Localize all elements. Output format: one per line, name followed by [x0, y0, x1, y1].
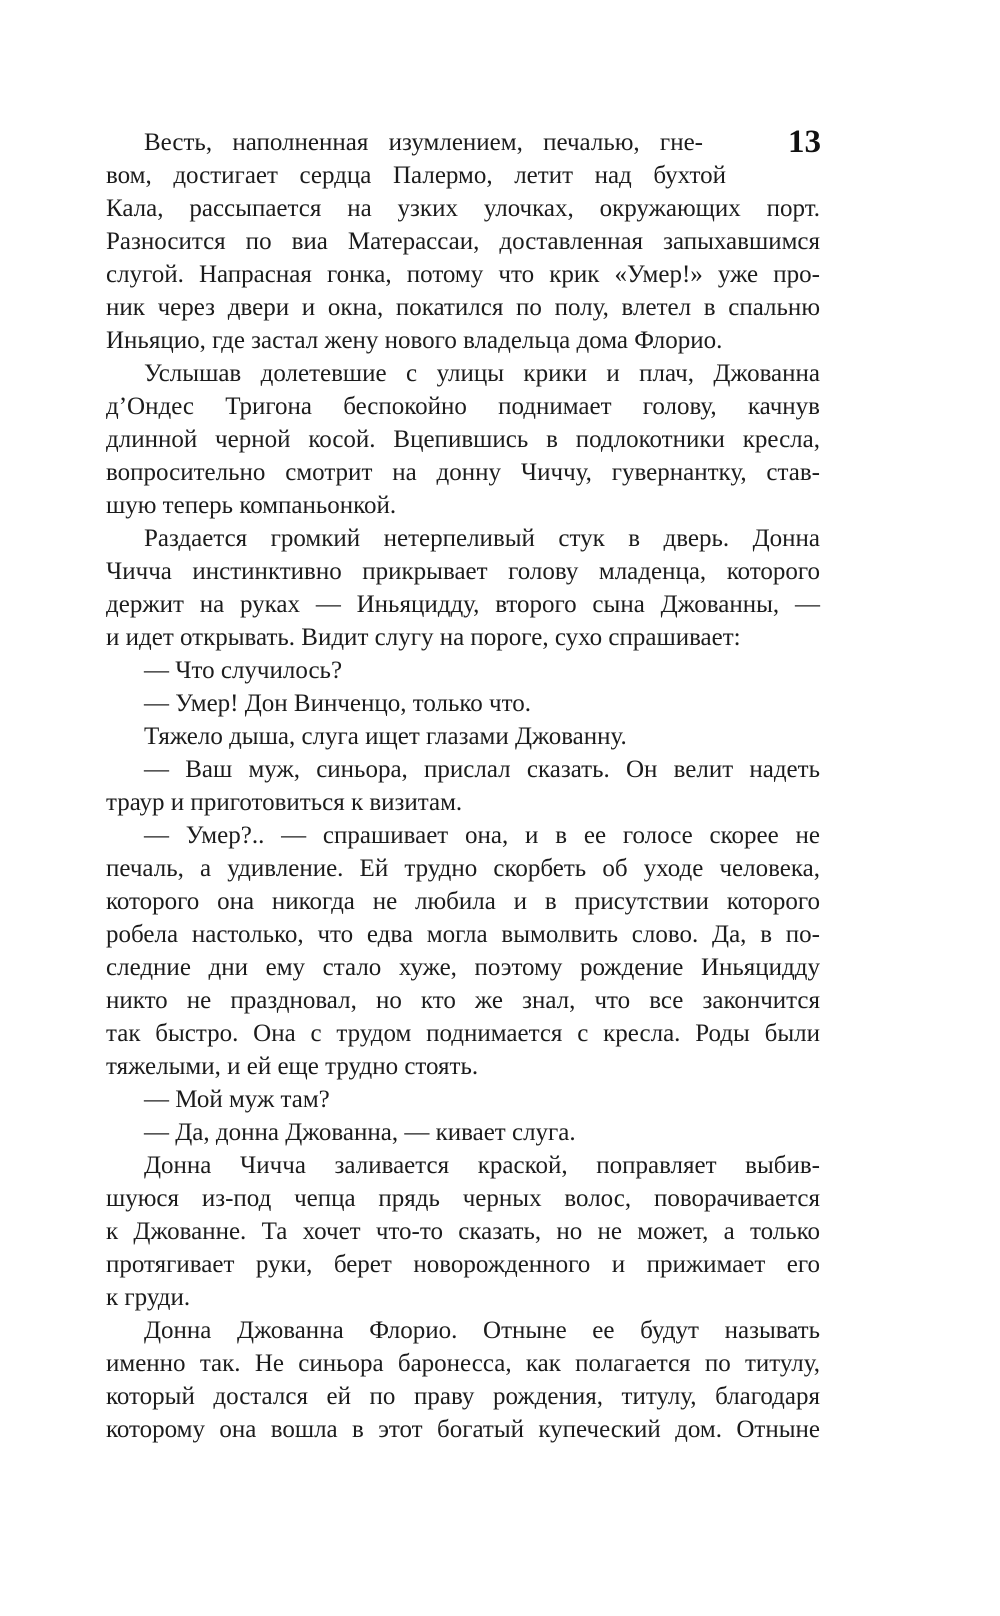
text-line: тяжелыми, и ей еще трудно стоять.	[106, 1053, 479, 1080]
text-line: — Ваш муж, синьора, прислал сказать. Он велит надеть	[144, 756, 820, 783]
text-line: Иньяцио, где застал жену нового владельца дома Флорио.	[106, 327, 723, 354]
text-line: — Мой муж там?	[144, 1086, 330, 1113]
text-line: Раздается громкий нетерпеливый стук в дверь. Донна	[144, 525, 820, 552]
text-line: д’Ондес Тригона беспокойно поднимает голову, качнув	[106, 393, 820, 420]
text-line: — Умер?.. — спрашивает она, и в ее голосе скорее не	[144, 822, 820, 849]
text-line: вом, достигает сердца Палермо, летит над бухтой	[106, 162, 726, 189]
text-line: — Умер! Дон Винченцо, только что.	[144, 690, 531, 717]
text-line: шуюся из-под чепца прядь черных волос, поворачивается	[106, 1185, 820, 1212]
text-line: которого она никогда не любила и в присутствии которого	[106, 888, 820, 915]
text-line: ник через двери и окна, покатился по полу, влетел в спальню	[106, 294, 820, 321]
text-line: Тяжело дыша, слуга ищет глазами Джованну.	[144, 723, 627, 750]
text-line: который достался ей по праву рождения, титулу, благодаря	[106, 1383, 820, 1410]
text-line: — Что случилось?	[144, 657, 343, 684]
text-line: вопросительно смотрит на донну Чиччу, гувернантку, став-	[106, 459, 820, 486]
text-line: печаль, а удивление. Ей трудно скорбеть об уходе человека,	[106, 855, 820, 882]
text-line: протягивает руки, берет новорожденного и прижимает его	[106, 1251, 820, 1278]
body-text	[106, 126, 820, 1446]
page-number: 13	[788, 124, 821, 160]
text-line: робела настолько, что едва могла вымолвить слово. Да, в по-	[106, 921, 820, 948]
text-line: так быстро. Она с трудом поднимается с кресла. Роды были	[106, 1020, 820, 1047]
text-line: именно так. Не синьора баронесса, как полагается по титулу,	[106, 1350, 820, 1377]
text-line: Донна Чичча заливается краской, поправляет выбив-	[144, 1152, 820, 1179]
text-line: длинной черной косой. Вцепившись в подлокотники кресла,	[106, 426, 820, 453]
text-line: никто не праздновал, но кто же знал, что все закончится	[106, 987, 820, 1014]
text-line: Весть, наполненная изумлением, печалью, гне-	[144, 129, 703, 156]
text-line: Чичча инстинктивно прикрывает голову младенца, которого	[106, 558, 820, 585]
text-line: Донна Джованна Флорио. Отныне ее будут называть	[144, 1317, 820, 1344]
text-line: Разносится по виа Матерассаи, доставленная запыхавшимся	[106, 228, 820, 255]
text-line: к Джованне. Та хочет что-то сказать, но не может, а только	[106, 1218, 820, 1245]
text-line: держит на руках — Иньяцидду, второго сына Джованны, —	[106, 591, 820, 618]
text-line: Услышав долетевшие с улицы крики и плач, Джованна	[144, 360, 820, 387]
text-line: шую теперь компаньонкой.	[106, 492, 397, 519]
text-line: слугой. Напрасная гонка, потому что крик «Умер!» уже про-	[106, 261, 820, 288]
text-line: следние дни ему стало хуже, поэтому рождение Иньяцидду	[106, 954, 820, 981]
text-line: — Да, донна Джованна, — кивает слуга.	[144, 1119, 576, 1146]
text-line: Кала, рассыпается на узких улочках, окружающих порт.	[106, 195, 820, 222]
text-line: которому она вошла в этот богатый купеческий дом. Отныне	[106, 1416, 820, 1443]
text-line: к груди.	[106, 1284, 191, 1311]
text-line: и идет открывать. Видит слугу на пороге, сухо спрашивает:	[106, 624, 741, 651]
text-line: траур и приготовиться к визитам.	[106, 789, 463, 816]
